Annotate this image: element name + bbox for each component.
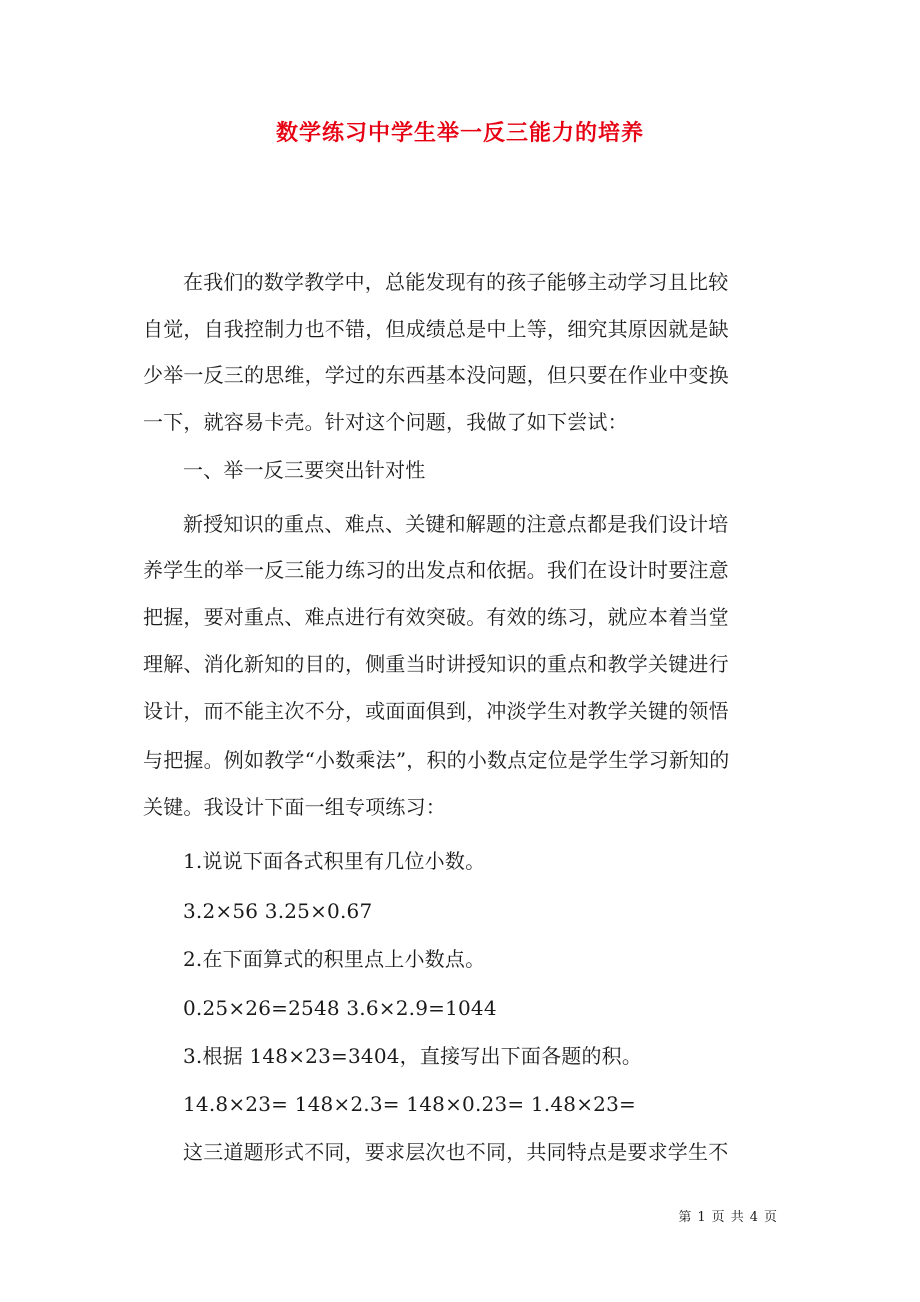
paragraph-line: 自觉，自我控制力也不错，但成绩总是中上等，细究其原因就是缺 bbox=[143, 317, 729, 341]
paragraph-line: 与把握。例如教学“小数乘法”，积的小数点定位是学生学习新知的 bbox=[143, 748, 730, 772]
footer-total: 4 bbox=[749, 1210, 758, 1225]
page-number-footer bbox=[675, 1206, 780, 1225]
paragraph-line: 在我们的数学教学中，总能发现有的孩子能够主动学习且比较 bbox=[183, 270, 729, 294]
exercise-item: 1.说说下面各式积里有几位小数。 bbox=[183, 849, 486, 873]
paragraph-line: 少举一反三的思维，学过的东西基本没问题，但只要在作业中变换 bbox=[143, 363, 729, 387]
paragraph-line: 这三道题形式不同，要求层次也不同，共同特点是要求学生不 bbox=[183, 1140, 729, 1164]
footer-page: 1 bbox=[697, 1210, 706, 1225]
paragraph-line: 养学生的举一反三能力练习的出发点和依据。我们在设计时要注意 bbox=[143, 558, 729, 582]
exercise-expression: 0.25×26=2548 3.6×2.9=1044 bbox=[183, 996, 497, 1020]
footer-prefix: 第 bbox=[678, 1210, 692, 1225]
exercise-item: 2.在下面算式的积里点上小数点。 bbox=[183, 947, 486, 971]
exercise-expression: 3.2×56 3.25×0.67 bbox=[183, 899, 373, 923]
paragraph-line: 新授知识的重点、难点、关键和解题的注意点都是我们设计培 bbox=[183, 512, 729, 536]
paragraph-line: 把握，要对重点、难点进行有效突破。有效的练习，就应本着当堂 bbox=[143, 605, 729, 629]
footer-total-label: 共 bbox=[730, 1210, 744, 1225]
exercise-expression: 14.8×23= 148×2.3= 148×0.23= 1.48×23= bbox=[183, 1092, 636, 1116]
section-heading: 一、举一反三要突出针对性 bbox=[183, 458, 426, 482]
paragraph-line: 一下，就容易卡壳。针对这个问题，我做了如下尝试： bbox=[143, 410, 628, 434]
footer-page-unit: 页 bbox=[711, 1210, 725, 1225]
paragraph-line: 理解、消化新知的目的，侧重当时讲授知识的重点和教学关键进行 bbox=[143, 652, 729, 676]
exercise-item: 3.根据 148×23=3404，直接写出下面各题的积。 bbox=[183, 1044, 643, 1068]
paragraph-line: 设计，而不能主次不分，或面面俱到，冲淡学生对教学关键的领悟 bbox=[143, 699, 729, 723]
paragraph-line: 关键。我设计下面一组专项练习： bbox=[143, 795, 446, 819]
footer-suffix: 页 bbox=[763, 1210, 777, 1225]
document-title: 数学练习中学生举一反三能力的培养 bbox=[275, 120, 644, 146]
